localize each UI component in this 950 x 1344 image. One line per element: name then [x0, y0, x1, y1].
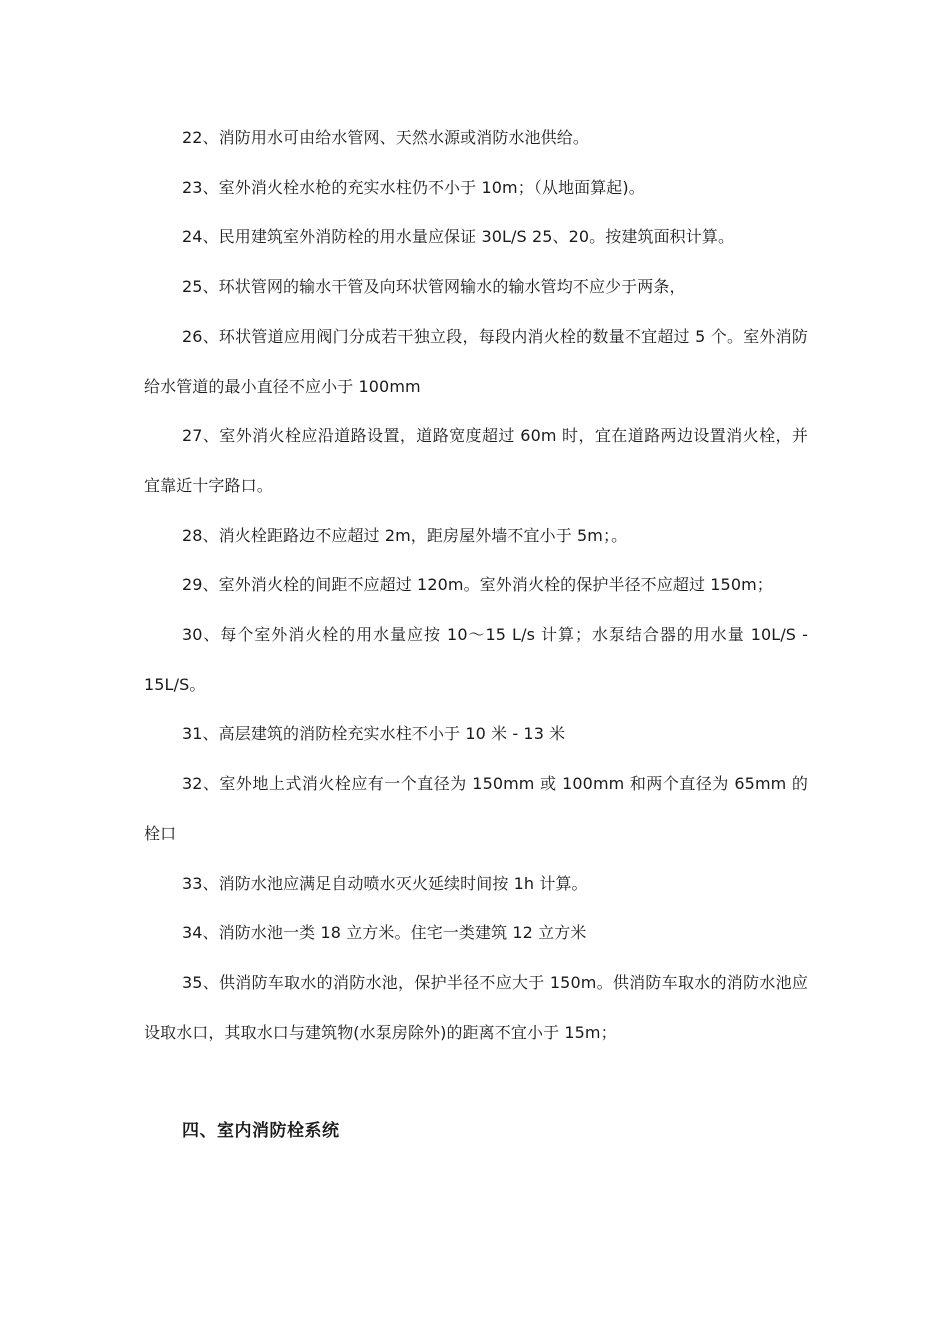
section-heading: 四、室内消防栓系统 [182, 1121, 340, 1142]
list-item-35: 35、供消防车取水的消防水池，保护半径不应大于 150m。供消防车取水的消防水池应设取水口，其取水口与建筑物(水泵房除外)的距离不宜小于 15m； [144, 972, 808, 1042]
list-item-29: 29、室外消火栓的间距不应超过 120m。室外消火栓的保护半径不应超过 150m； [182, 575, 773, 595]
list-item-24: 24、民用建筑室外消防栓的用水量应保证 30L/S 25、20。按建筑面积计算。 [182, 227, 735, 247]
list-item-28: 28、消火栓距路边不应超过 2m，距房屋外墙不宜小于 5m；。 [182, 525, 628, 545]
list-item-30: 30、每个室外消火栓的用水量应按 10～15 L/s 计算；水泵结合器的用水量 10L/S - 15L/S。 [144, 625, 808, 694]
list-item-23: 23、室外消火栓水枪的充实水柱仍不小于 10m；（从地面算起)。 [182, 177, 645, 197]
list-item-34: 34、消防水池一类 18 立方米。住宅一类建筑 12 立方米 [182, 923, 587, 943]
list-item-26: 26、环状管道应用阀门分成若干独立段，每段内消火栓的数量不宜超过 5 个。室外消防给水管道的最小直径不应小于 100mm [144, 326, 808, 396]
list-item-25: 25、环状管网的输水干管及向环状管网输水的输水管均不应少于两条， [182, 277, 686, 297]
list-item-27: 27、室外消火栓应沿道路设置，道路宽度超过 60m 时，宜在道路两边设置消火栓，并宜靠近十字路口。 [144, 426, 808, 495]
list-item-33: 33、消防水池应满足自动喷水灭火延续时间按 1h 计算。 [182, 873, 588, 893]
list-item-22: 22、消防用水可由给水管网、天然水源或消防水池供给。 [182, 128, 589, 147]
document-body [144, 113, 808, 1157]
list-item-31: 31、高层建筑的消防栓充实水柱不小于 10 米 - 13 米 [182, 724, 566, 744]
list-item-32: 32、室外地上式消火栓应有一个直径为 150mm 或 100mm 和两个直径为 65mm 的栓口 [144, 774, 808, 843]
